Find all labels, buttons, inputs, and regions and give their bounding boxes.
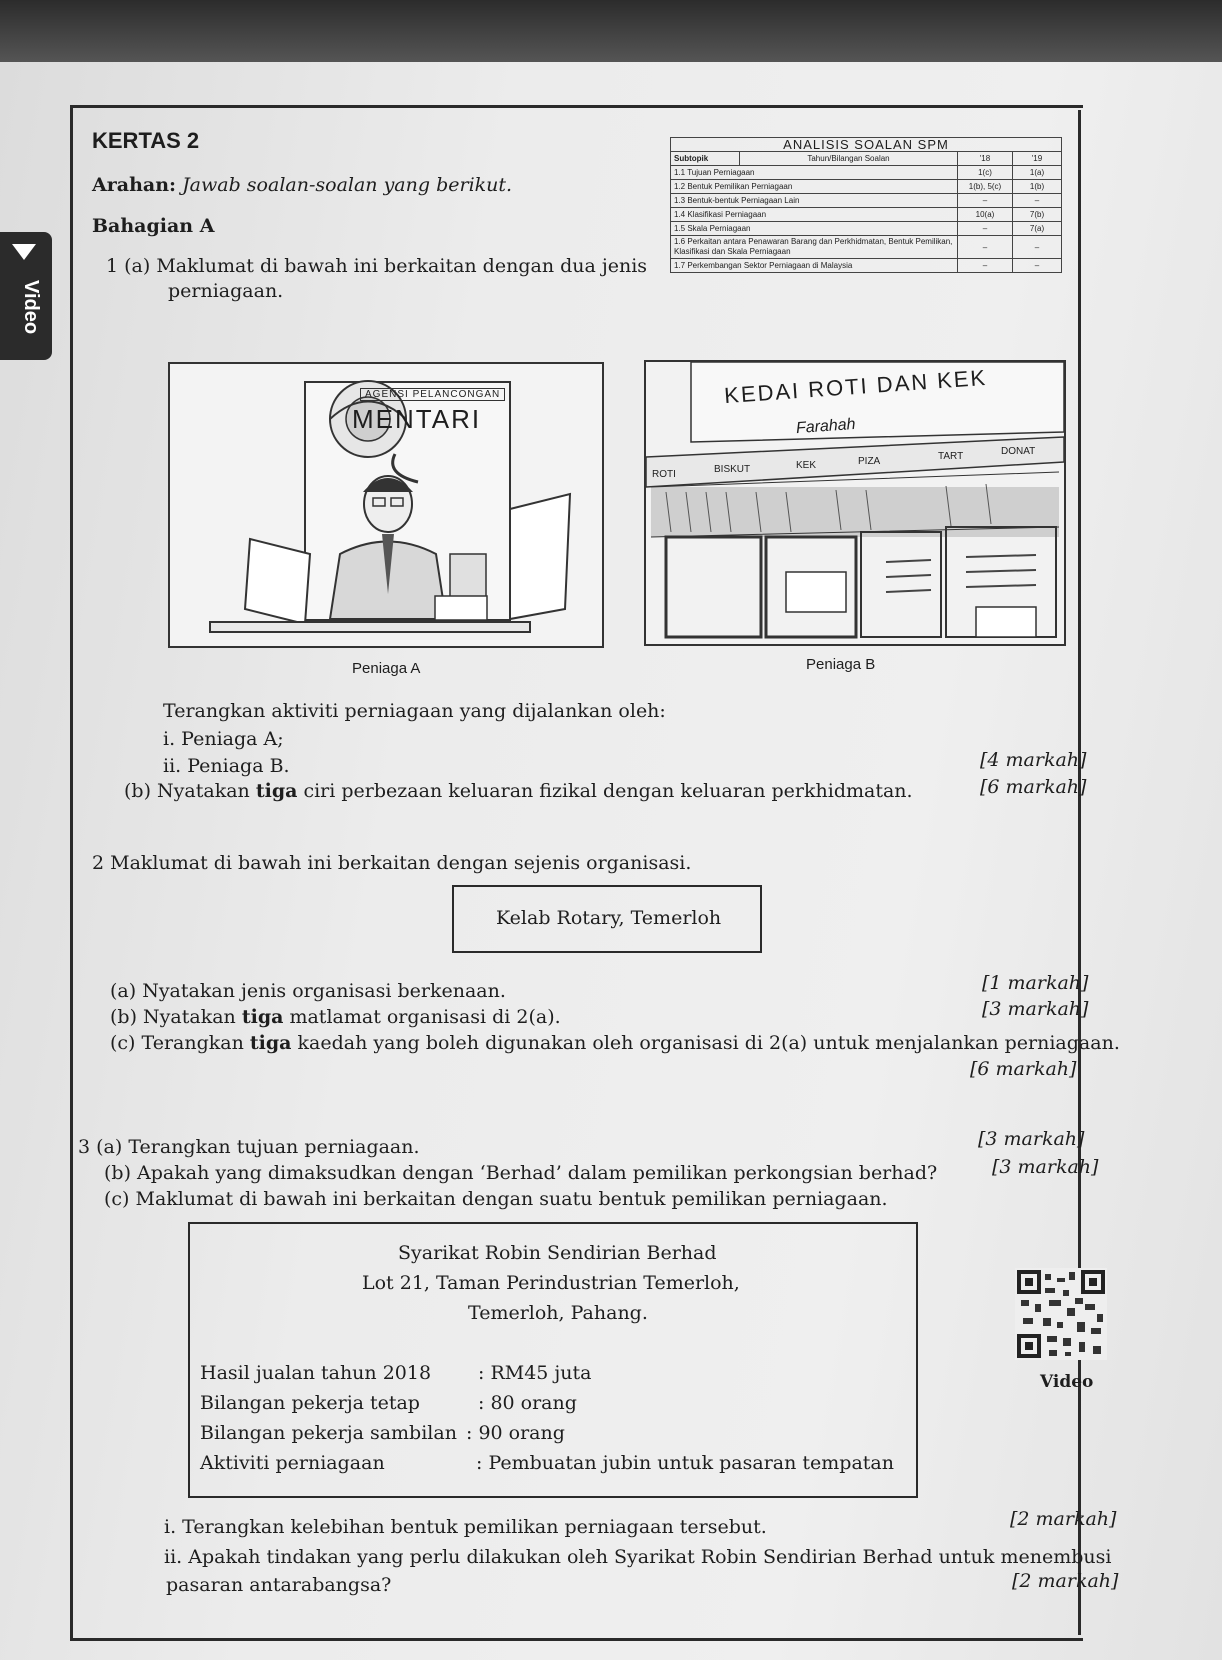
company-address-1: Lot 21, Taman Perindustrian Temerloh,	[362, 1272, 740, 1294]
paper-title: KERTAS 2	[92, 128, 200, 153]
table-cell: –	[1013, 236, 1062, 259]
table-row	[671, 222, 1062, 236]
table-row	[671, 236, 1062, 259]
company-name: Syarikat Robin Sendirian Berhad	[398, 1242, 717, 1264]
analysis-header: '18	[958, 152, 1013, 166]
table-cell: 1(a)	[1013, 166, 1062, 180]
q3-a	[78, 1136, 420, 1158]
analysis-title: ANALISIS SOALAN SPM	[671, 138, 1062, 152]
bakery-item: PIZA	[858, 456, 881, 467]
q1-number: 1	[106, 255, 119, 277]
play-icon	[12, 244, 36, 260]
q3-c-label: (c)	[104, 1188, 130, 1210]
info-value: : 90 orang	[466, 1422, 565, 1444]
q2-b-marks: [3 markah]	[982, 998, 1089, 1020]
caption-peniaga-a: Peniaga A	[352, 660, 421, 677]
q2-a-text: Nyatakan jenis organisasi berkenaan.	[142, 980, 506, 1002]
q3-a-text: Terangkan tujuan perniagaan.	[128, 1136, 420, 1158]
q2-a	[110, 980, 506, 1002]
qr-video-label: Video	[1040, 1372, 1094, 1392]
photo-background	[0, 0, 1222, 70]
q3-c-i: i. Terangkan kelebihan bentuk pemilikan perniagaan tersebut.	[164, 1516, 767, 1538]
q1-b	[124, 780, 913, 802]
section-title: Bahagian A	[92, 215, 215, 237]
bakery-title: KEDAI ROTI DAN KEK	[723, 364, 988, 409]
table-cell: 1.7 Perkembangan Sektor Perniagaan di Malaysia	[671, 259, 958, 273]
q3-b-label: (b)	[104, 1162, 131, 1184]
q3-c-text: Maklumat di bawah ini berkaitan dengan suatu bentuk pemilikan perniagaan.	[135, 1188, 888, 1210]
q3-c-ii-cont: pasaran antarabangsa?	[166, 1574, 392, 1596]
q2-c-pre: Terangkan	[141, 1032, 250, 1054]
q2-c-bold: tiga	[249, 1032, 292, 1054]
q3-c-i-marks: [2 markah]	[1010, 1508, 1117, 1530]
q3-c-ii-marks: [2 markah]	[1012, 1570, 1119, 1592]
analysis-header: '19	[1013, 152, 1062, 166]
page-frame-right	[1078, 110, 1081, 1635]
q2-b-label: (b)	[110, 1006, 137, 1028]
q1-b-label: (b)	[124, 780, 151, 802]
q1-ii: ii. Peniaga B.	[163, 755, 290, 777]
bakery-item: ROTI	[652, 469, 676, 480]
info-value: : 80 orang	[478, 1392, 577, 1414]
info-value: : Pembuatan jubin untuk pasaran tempatan	[476, 1452, 894, 1474]
q3-number: 3	[78, 1136, 91, 1158]
info-value: : RM45 juta	[478, 1362, 592, 1384]
table-row	[671, 208, 1062, 222]
analysis-table	[670, 137, 1062, 273]
table-cell: 1.1 Tujuan Perniagaan	[671, 166, 958, 180]
q1-i: i. Peniaga A;	[163, 728, 284, 750]
table-cell: 1.5 Skala Perniagaan	[671, 222, 958, 236]
table-row	[671, 180, 1062, 194]
info-label: Aktiviti perniagaan	[200, 1452, 385, 1474]
q1-a	[106, 255, 647, 277]
q3-b-text: Apakah yang dimaksudkan dengan ‘Berhad’ dalam pemilikan perkongsian berhad?	[137, 1162, 938, 1184]
q2-intro-text: Maklumat di bawah ini berkaitan dengan sejenis organisasi.	[110, 852, 692, 874]
q3-b-marks: [3 markah]	[992, 1156, 1099, 1178]
table-cell: 10(a)	[958, 208, 1013, 222]
company-info-box	[188, 1222, 918, 1498]
q1-b-marks: [6 markah]	[980, 776, 1087, 798]
table-cell: 7(b)	[1013, 208, 1062, 222]
bakery-item: KEK	[796, 460, 817, 471]
q1-a-text-cont: perniagaan.	[168, 280, 284, 302]
q3-a-marks: [3 markah]	[978, 1128, 1085, 1150]
q1-b-post: ciri perbezaan keluaran fizikal dengan keluaran perkhidmatan.	[297, 780, 913, 802]
illustration-peniaga-b	[644, 360, 1066, 646]
analysis-header: Tahun/Bilangan Soalan	[740, 152, 958, 166]
table-row	[671, 194, 1062, 208]
table-cell: –	[958, 259, 1013, 273]
analysis-header: Subtopik	[671, 152, 740, 166]
q2-number: 2	[92, 852, 105, 874]
table-cell: 1(b), 5(c)	[958, 180, 1013, 194]
organisation-name: Kelab Rotary, Temerloh	[496, 907, 722, 929]
q2-b-bold: tiga	[241, 1006, 284, 1028]
organisation-box	[452, 885, 762, 953]
q1-b-pre: Nyatakan	[157, 780, 256, 802]
q1-ii-marks: [4 markah]	[980, 749, 1087, 771]
table-cell: –	[958, 222, 1013, 236]
table-cell: –	[958, 236, 1013, 259]
info-label: Hasil jualan tahun 2018	[200, 1362, 432, 1384]
table-row	[671, 166, 1062, 180]
table-cell: –	[958, 194, 1013, 208]
info-label: Bilangan pekerja tetap	[200, 1392, 420, 1414]
q2-b-pre: Nyatakan	[143, 1006, 242, 1028]
table-cell: 1(b)	[1013, 180, 1062, 194]
q3-b	[104, 1162, 937, 1184]
agency-sign-name: MENTARI	[352, 404, 482, 434]
q2-a-label: (a)	[110, 980, 137, 1002]
video-tab-label: Video	[20, 280, 42, 335]
illustration-peniaga-a	[168, 362, 604, 648]
instructions	[92, 174, 512, 196]
q2-b-post: matlamat organisasi di 2(a).	[283, 1006, 561, 1028]
q2-a-marks: [1 markah]	[982, 972, 1089, 994]
q1-b-bold: tiga	[255, 780, 298, 802]
instructions-label: Arahan:	[92, 174, 177, 196]
q2-intro	[92, 852, 691, 874]
video-side-tab[interactable]	[0, 232, 52, 360]
info-label: Bilangan pekerja sambilan	[200, 1422, 457, 1444]
bakery-item: DONAT	[1001, 446, 1036, 457]
q2-b	[110, 1006, 561, 1028]
instructions-text: Jawab soalan-soalan yang berikut.	[182, 174, 513, 196]
table-cell: 7(a)	[1013, 222, 1062, 236]
q3-c-ii: ii. Apakah tindakan yang perlu dilakukan oleh Syarikat Robin Sendirian Berhad untuk menembusi	[164, 1546, 1112, 1568]
q1-a-text: Maklumat di bawah ini berkaitan dengan dua jenis	[156, 255, 648, 277]
bakery-name: Farahah	[795, 415, 857, 438]
bakery-shop-illustration	[646, 362, 1064, 644]
table-cell: 1.6 Perkaitan antara Penawaran Barang dan Perkhidmatan, Bentuk Pemilikan, Klasifikasi dan Skala Perniagaan	[671, 236, 958, 259]
table-row	[671, 259, 1062, 273]
agency-sign-small: AGENSI PELANCONGAN	[360, 388, 505, 401]
table-cell: 1.4 Klasifikasi Perniagaan	[671, 208, 958, 222]
q1-explain: Terangkan aktiviti perniagaan yang dijalankan oleh:	[163, 700, 666, 722]
table-cell: 1.3 Bentuk-bentuk Perniagaan Lain	[671, 194, 958, 208]
q3-a-label: (a)	[96, 1136, 123, 1158]
q3-c	[104, 1188, 888, 1210]
video-qr-code-icon[interactable]	[1015, 1268, 1107, 1360]
q1-a-label: (a)	[124, 255, 151, 277]
caption-peniaga-b: Peniaga B	[806, 656, 876, 673]
table-cell: 1.2 Bentuk Pemilikan Perniagaan	[671, 180, 958, 194]
q2-c-label: (c)	[110, 1032, 136, 1054]
bakery-item: BISKUT	[714, 464, 751, 475]
company-address-2: Temerloh, Pahang.	[468, 1302, 648, 1324]
table-cell: 1(c)	[958, 166, 1013, 180]
table-cell: –	[1013, 194, 1062, 208]
q2-c-marks: [6 markah]	[970, 1058, 1077, 1080]
bakery-item: TART	[938, 451, 964, 462]
q2-c-post: kaedah yang boleh digunakan oleh organisasi di 2(a) untuk menjalankan perniagaan.	[291, 1032, 1120, 1054]
q2-c	[110, 1032, 1120, 1054]
table-cell: –	[1013, 259, 1062, 273]
